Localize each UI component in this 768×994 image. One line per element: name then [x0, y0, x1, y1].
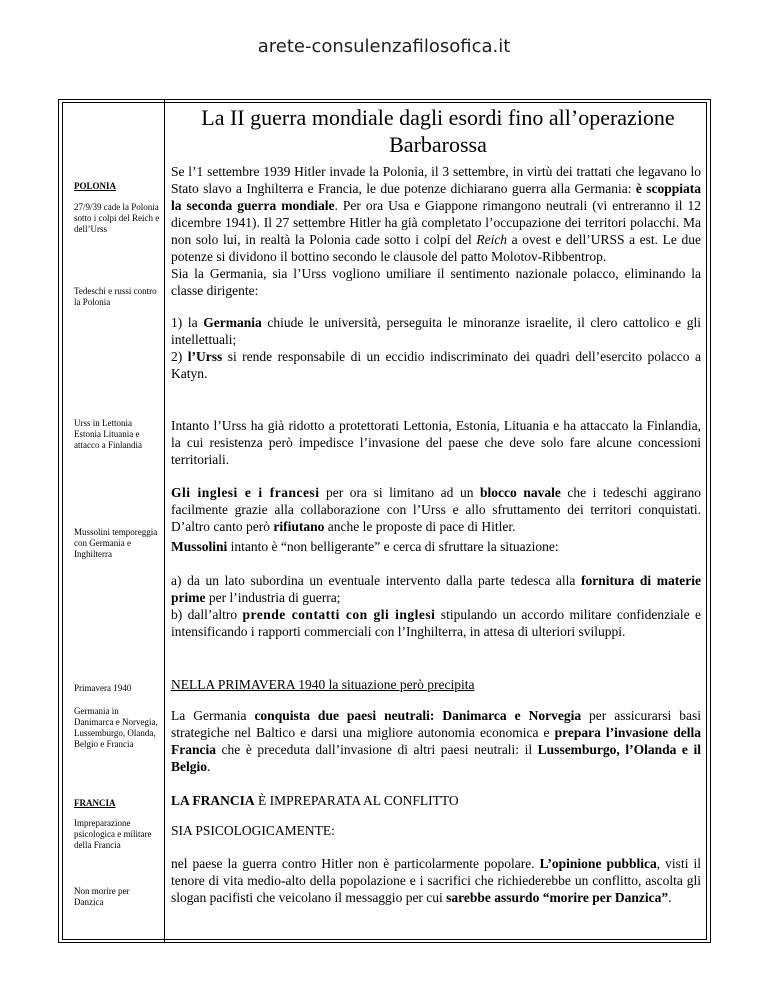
- note-primavera: Primavera 1940: [74, 683, 132, 693]
- site-header: arete-consulenzafilosofica.it: [257, 36, 511, 57]
- note-impreparazione: Impreparazione psicologica e militare della Francia: [74, 818, 152, 850]
- note-morire: Non morire per Danzica: [74, 886, 130, 907]
- note-germania: Germania in Danimarca e Norvegia, Lussemburgo, Olanda, Belgio e Francia: [74, 706, 158, 749]
- note-mussolini: Mussolini temporeggia con Germania e Inghilterra: [74, 527, 158, 559]
- note-tedeschi: Tedeschi e russi contro la Polonia: [74, 286, 157, 307]
- column-divider: [164, 99, 165, 943]
- note-polonia: POLONIA: [74, 181, 117, 191]
- paragraph-4: Gli inglesi e i francesi per ora si limitano ad un blocco navale che i tedeschi aggirano facilmente grazie alla collaborazione con l’Urss e allo sfruttamento dei territori conquistati. D’altro canto però rifiutano anche le proposte di pace di Hitler.: [171, 485, 701, 534]
- paragraph-10: SIA PSICOLOGICAMENTE:: [171, 823, 335, 838]
- note-urss: Urss in Lettonia Estonia Lituania e attacco a Finlandia: [74, 418, 142, 450]
- note-francia: FRANCIA: [74, 798, 116, 808]
- paragraph-6: a) da un lato subordina un eventuale intervento dalla parte tedesca alla fornitura di materie prime per l’industria di guerra; b) dall’altro prende contatti con gli inglesi stipulando un accordo militare confidenziale e intensificando i rapporti commerciali con l’Inghilterra, in attesa di ulteriori sviluppi.: [171, 573, 702, 639]
- paragraph-5: Mussolini intanto è “non belligerante” e cerca di sfruttare la situazione:: [171, 539, 559, 554]
- paragraph-3: Intanto l’Urss ha già ridotto a protettorati Lettonia, Estonia, Lituania e ha attaccato la Finlandia, la cui resistenza però impedisce l’invasione del paese che deve solo fare alcune concessioni territoriali.: [171, 418, 701, 467]
- note-cade: 27/9/39 cade la Polonia sotto i colpi del Reich e dell’Urss: [74, 202, 160, 234]
- paragraph-11: nel paese la guerra contro Hitler non è particolarmente popolare. L’opinione pubblica, visti il tenore di vita medio-alto della popolazione e i sacrifici che richiederebbe un conflitto, ascolta gli slogan pacifisti che veicolano il messaggio per cui sarebbe assurdo “morire per Danzica”.: [171, 856, 701, 905]
- paragraph-2: 1) la Germania chiude le università, perseguita le minoranze israelite, il clero cattolico e gli intellettuali; 2) l’Urss si rende responsabile di un eccidio indiscriminato dei quadri dell’esercito polacco a Katyn.: [171, 315, 701, 381]
- paragraph-1: Se l’1 settembre 1939 Hitler invade la Polonia, il 3 settembre, in virtù dei trattati che legavano lo Stato slavo a Inghilterra e Francia, le due potenze dichiarano guerra alla Germania: è scoppiata la seconda guerra mondiale. Per ora Usa e Giappone rimangono neutrali (vi entreranno il 12 dicembre 1941). Il 27 settembre Hitler ha già completato l’occupazione dei territori polacchi. Ma non solo lui, in realtà la Polonia cade sotto i colpi del Reich a ovest e dell’URSS a est. Le due potenze si dividono il bottino secondo le clausole del patto Molotov-Ribbentrop. Sia la Germania, sia l’Urss vogliono umiliare il sentimento nazionale polacco, eliminando la classe dirigente:: [171, 164, 702, 298]
- page-title: La II guerra mondiale dagli esordi fino all’operazione Barbarossa: [201, 105, 675, 157]
- paragraph-7: NELLA PRIMAVERA 1940 la situazione però precipita: [171, 677, 475, 692]
- paragraph-8: La Germania conquista due paesi neutrali: Danimarca e Norvegia per assicurarsi basi strategiche nel Baltico e darsi una migliore autonomia economica e prepara l’invasione della Francia che è preceduta dall’invasione di altri paesi neutrali: il Lussemburgo, l’Olanda e il Belgio.: [171, 708, 701, 774]
- paragraph-9: LA FRANCIA È IMPREPARATA AL CONFLITTO: [171, 793, 459, 808]
